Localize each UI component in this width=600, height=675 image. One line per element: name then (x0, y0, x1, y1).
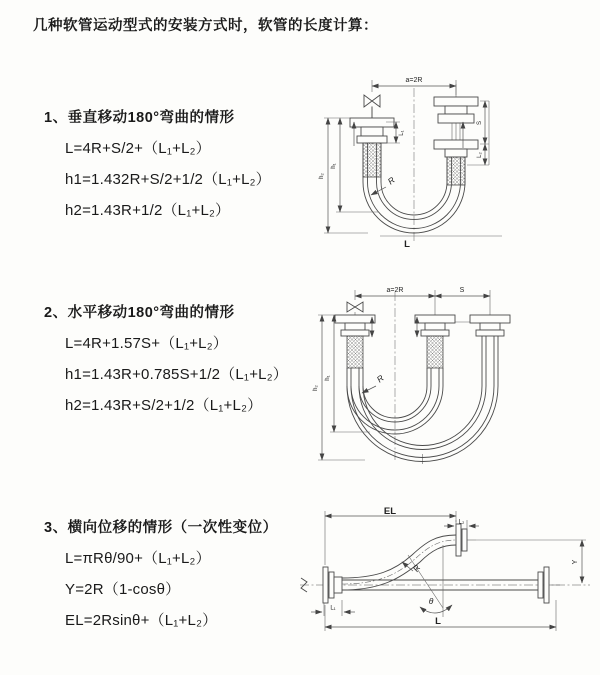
formula-length: L=4R+S/2+（L₁+L₂） (65, 140, 211, 157)
section-vertical-180 (44, 106, 271, 220)
braid-section-right (447, 157, 465, 185)
valve-icon (347, 302, 363, 312)
formula-length: L=πRθ/90+（L₁+L₂） (65, 550, 211, 567)
dim-travel-s (467, 101, 489, 165)
formula-h1: h1=1.432R+S/2+1/2（L₁+L₂） (65, 171, 271, 188)
dim-y-label: Y (572, 559, 579, 565)
radius-label: R (410, 562, 423, 574)
angle-construct (408, 545, 452, 617)
length-label: L (435, 616, 441, 627)
flange-original-position (538, 567, 560, 603)
radius-callout (362, 373, 386, 393)
dim-span-label: a=2R (405, 77, 423, 84)
dim-fitting-l2-label: L₂ (458, 519, 465, 526)
braid-section-left (363, 143, 381, 177)
dim-h1-label: h₁ (325, 375, 331, 381)
section-lateral-displacement (44, 516, 278, 630)
dim-travel-label: S (459, 287, 465, 294)
section-1-heading: 1、垂直移动180°弯曲的情形 (44, 110, 235, 126)
diagram-lateral-displacement (298, 505, 593, 650)
section-3-heading: 3、横向位移的情形（一次性变位） (44, 520, 278, 536)
formula-h1: h1=1.43R+0.785S+1/2（L₁+L₂） (65, 366, 288, 383)
dim-y (476, 540, 586, 583)
dim-fitting-l2-label: L₂ (477, 152, 483, 158)
flange-original-position (434, 140, 478, 157)
dim-fitting-l1-label: L₁ (399, 130, 405, 136)
radius-callout (371, 175, 397, 195)
section-horizontal-180 (44, 301, 288, 415)
formula-y: Y=2R（1-cosθ） (65, 581, 181, 598)
diagram-horizontal-180-bend (310, 280, 590, 465)
dim-fitting-l1-label: L₁ (330, 605, 336, 612)
dim-fitting-l1 (311, 600, 355, 616)
dim-travel-label: S (477, 120, 483, 126)
radius-label: R (374, 372, 386, 385)
angle-theta-label: θ (428, 596, 434, 606)
braid-section-left (347, 336, 363, 368)
diagram-vertical-180-bend (310, 70, 590, 255)
formula-h2: h2=1.43R+1/2（L₁+L₂） (65, 202, 231, 219)
dim-el-label: EL (383, 506, 397, 517)
dim-travel-s (435, 287, 490, 296)
radius-callout (402, 562, 422, 574)
formula-el: EL=2Rsinθ+（L₁+L₂） (65, 612, 218, 629)
flange-original-position (415, 315, 455, 336)
section-2-heading: 2、水平移动180°弯曲的情形 (44, 305, 235, 321)
dim-length-l (380, 236, 502, 250)
length-label: L (404, 239, 410, 250)
dim-h1-label: h₁ (331, 163, 337, 169)
dim-h2-label: h₂ (313, 385, 319, 391)
braid-section-middle (427, 336, 443, 368)
dim-span-label: a=2R (386, 287, 404, 294)
formula-h2: h2=1.43R+S/2+1/2（L₁+L₂） (65, 397, 263, 414)
formula-length: L=4R+1.57S+（L₁+L₂） (65, 335, 228, 352)
page-title: 几种软管运动型式的安装方式时，软管的长度计算： (33, 18, 378, 34)
dim-el (325, 506, 456, 565)
dim-fitting-l2 (444, 520, 479, 531)
dim-h2-label: h₂ (319, 173, 325, 179)
flange-displaced-position (456, 524, 476, 556)
flange-fixed-end (323, 567, 342, 603)
flange-fixed-end (335, 315, 375, 336)
hose-displaced-s-curve (342, 535, 456, 590)
radius-label: R (385, 174, 397, 187)
hose-displaced-u (347, 336, 498, 462)
flange-moved-position (470, 315, 510, 336)
